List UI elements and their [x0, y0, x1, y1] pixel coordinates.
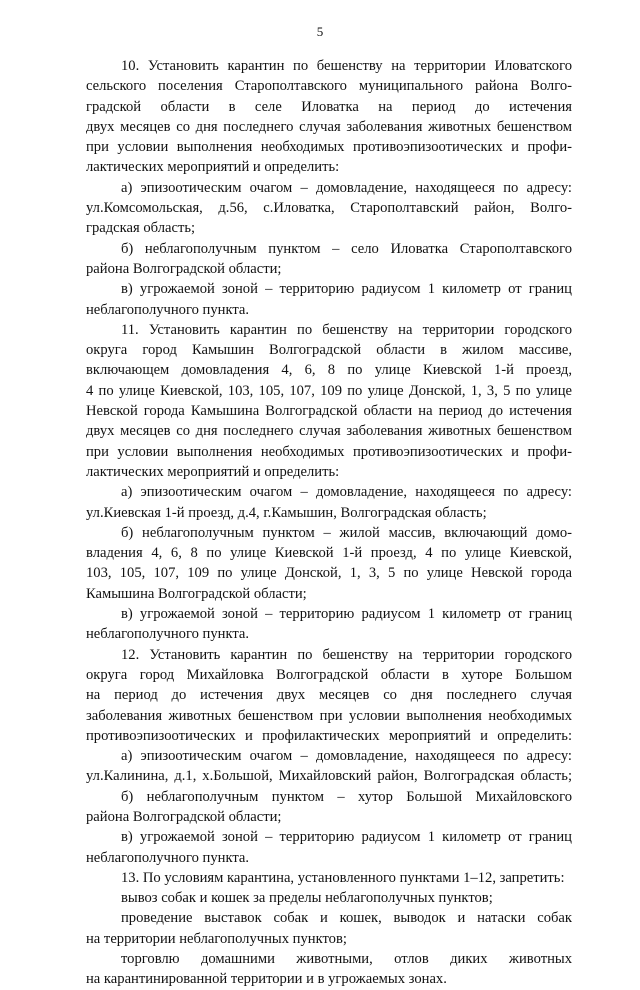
text-line: противоэпизоотических и профилактических мероприятий и определить:	[86, 727, 572, 744]
text-line: двух месяцев со дня последнего случая заболевания животных бешенством	[86, 118, 572, 135]
text-line: неблагополучного пункта.	[86, 301, 250, 318]
page-number: 5	[316, 24, 324, 39]
text-line: а) эпизоотическим очагом – домовладение, находящееся по адресу:	[121, 484, 572, 501]
text-line: ул.Комсомольская, д.56, с.Иловатка, Старополтавский район, Волго-	[86, 200, 572, 217]
text-line: в) угрожаемой зоной – территорию радиусом 1 километр от границ	[121, 281, 572, 298]
text-line: лактических мероприятий и определить:	[86, 463, 340, 480]
text-line: а) эпизоотическим очагом – домовладение, находящееся по адресу:	[121, 179, 572, 196]
text-line: проведение выставок собак и кошек, выводок и натаски собак	[121, 910, 572, 927]
text-line: на карантинированной территории и в угрожаемых зонах.	[86, 971, 447, 988]
text-line: а) эпизоотическим очагом – домовладение, находящееся по адресу:	[121, 748, 572, 765]
text-line: неблагополучного пункта.	[86, 626, 250, 643]
text-line: района Волгоградской области;	[86, 260, 282, 277]
text-line: сельского поселения Старополтавского муниципального района Волго-	[86, 78, 572, 95]
text-line: на период до истечения двух месяцев со дня последнего случая	[86, 687, 572, 704]
text-line: ул.Калинина, д.1, х.Большой, Михайловский район, Волгоградская область;	[86, 768, 572, 785]
text-line: владения 4, 6, 8 по улице Киевской 1-й проезд, 4 по улице Киевской,	[86, 545, 572, 562]
text-line: лактических мероприятий и определить:	[86, 159, 340, 176]
text-line: неблагополучного пункта.	[86, 849, 250, 866]
text-line: 4 по улице Киевской, 103, 105, 107, 109 по улице Донской, 1, 3, 5 по улице	[86, 382, 572, 399]
text-line: б) неблагополучным пунктом – село Иловатка Старополтавского	[121, 240, 572, 257]
text-line: градская область;	[86, 220, 196, 237]
text-line: 11. Установить карантин по бешенству на территории городского	[121, 321, 572, 338]
text-line: б) неблагополучным пунктом – хутор Большой Михайловского	[121, 788, 572, 805]
text-line: 10. Установить карантин по бешенству на территории Иловатского	[121, 58, 572, 74]
text-line: вывоз собак и кошек за пределы неблагополучных пунктов;	[121, 890, 493, 907]
text-line: в) угрожаемой зоной – территорию радиусом 1 километр от границ	[121, 829, 572, 846]
text-line: двух месяцев со дня последнего случая заболевания животных бешенством	[86, 423, 572, 440]
text-line: при условии выполнения необходимых противоэпизоотических и профи-	[86, 443, 572, 460]
text-line: ул.Киевская 1-й проезд, д.4, г.Камышин, Волгоградская область;	[86, 504, 487, 521]
text-line: на территории неблагополучных пунктов;	[86, 930, 347, 947]
text-line: при условии выполнения необходимых противоэпизоотических и профи-	[86, 139, 572, 156]
text-line: б) неблагополучным пунктом – жилой массив, включающий домо-	[121, 524, 572, 541]
text-line: района Волгоградской области;	[86, 808, 282, 825]
text-line: в) угрожаемой зоной – территорию радиусом 1 километр от границ	[121, 606, 572, 623]
text-line: заболевания животных бешенством при условии выполнения необходимых	[86, 707, 572, 724]
text-line: включающем домовладения 4, 6, 8 по улице Киевской 1-й проезд,	[86, 362, 572, 379]
text-line: 103, 105, 107, 109 по улице Донской, 1, 3, 5 по улице Невской города	[86, 565, 572, 582]
text-line: Камышина Волгоградской области;	[86, 585, 307, 602]
text-line: Невской города Камышина Волгоградской области на период до истечения	[86, 403, 572, 420]
document-body	[86, 56, 572, 990]
text-line: торговлю домашними животными, отлов диких животных	[121, 951, 572, 968]
text-line: округа город Камышин Волгоградской области в жилом массиве,	[86, 342, 572, 359]
text-line: округа город Михайловка Волгоградской области в хуторе Большом	[86, 666, 572, 683]
text-line: градской области в селе Иловатка на период до истечения	[86, 98, 572, 115]
text-line: 13. По условиям карантина, установленного пунктами 1–12, запретить:	[121, 869, 565, 886]
text-line: 12. Установить карантин по бешенству на территории городского	[121, 646, 572, 663]
